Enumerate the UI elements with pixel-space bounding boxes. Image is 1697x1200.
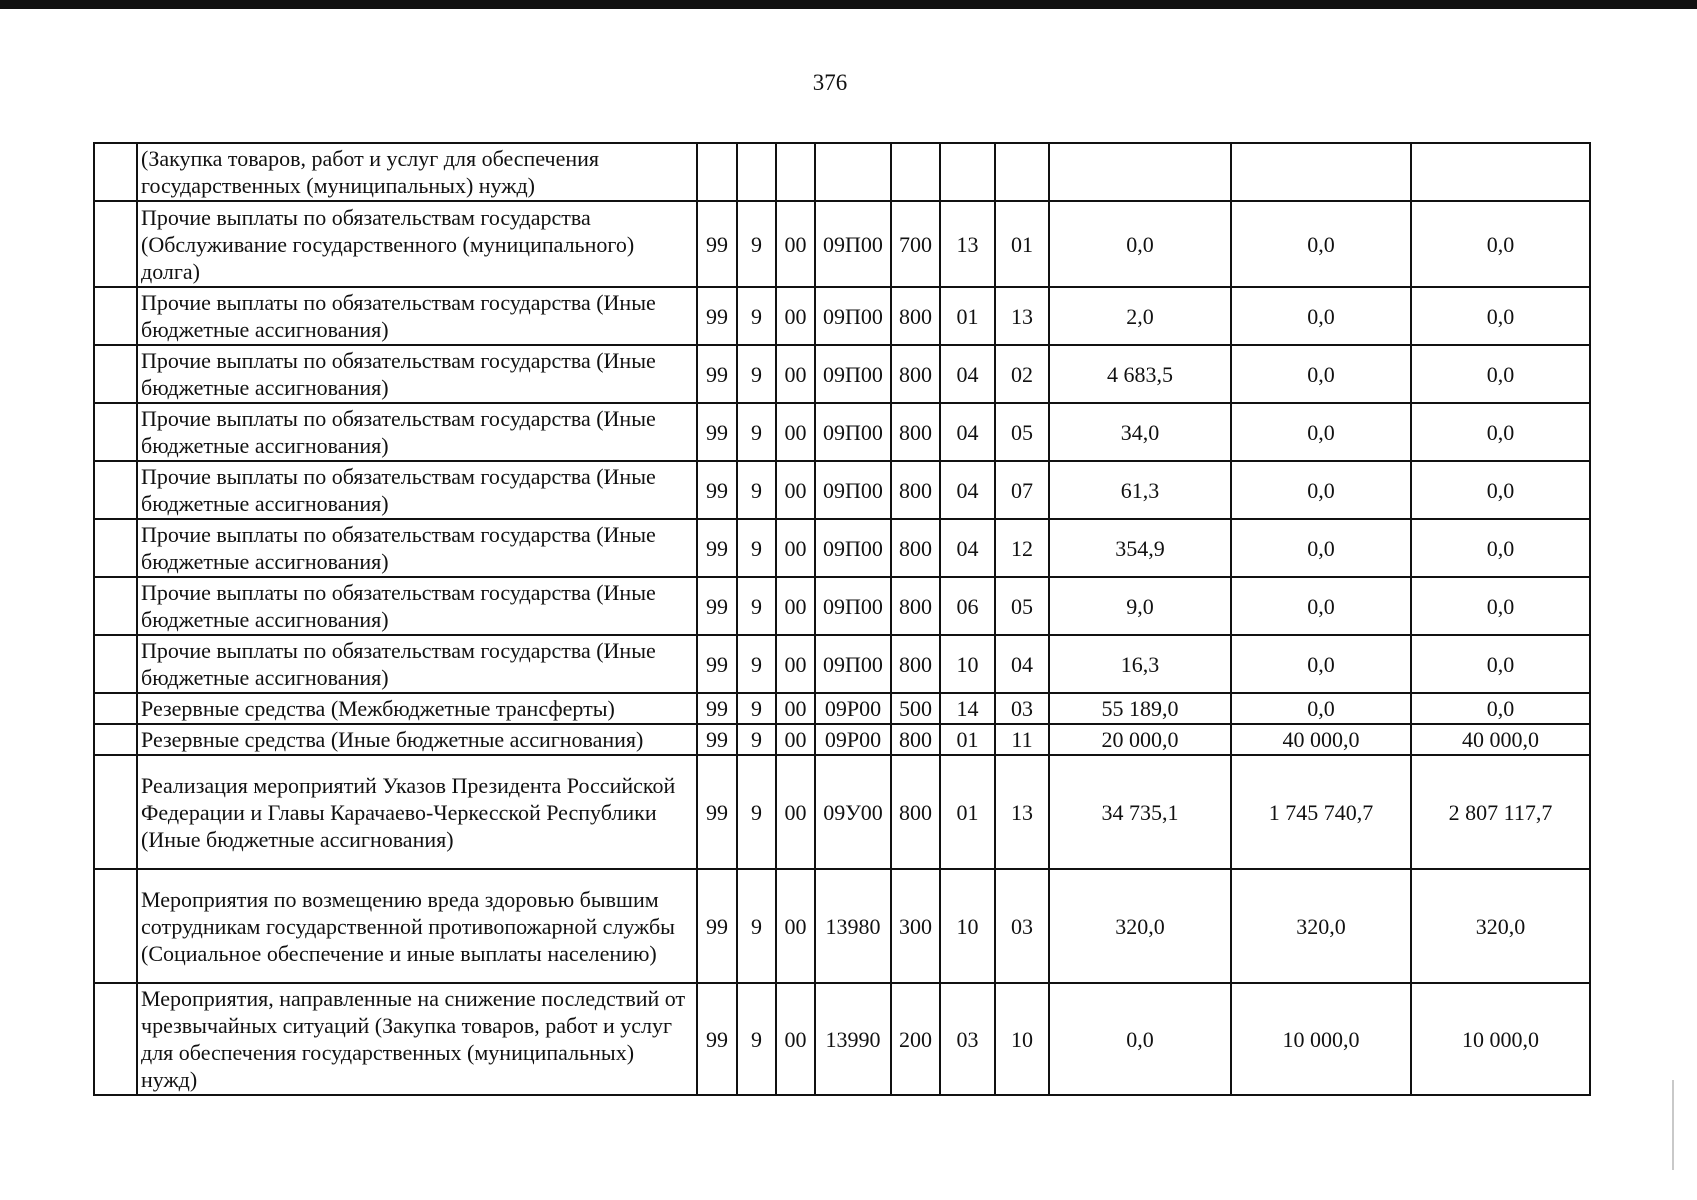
code-direction [815, 143, 891, 201]
row-index-cell [94, 201, 137, 287]
code-subsection: 11 [995, 724, 1049, 755]
amount-year-3 [1411, 143, 1590, 201]
code-subprogram: 9 [737, 693, 776, 724]
row-description: Прочие выплаты по обязательствам государства (Иные бюджетные ассигнования) [137, 519, 697, 577]
code-program: 99 [697, 635, 737, 693]
code-program: 99 [697, 287, 737, 345]
code-main-activity [776, 143, 815, 201]
row-index-cell [94, 869, 137, 983]
code-subprogram: 9 [737, 983, 776, 1095]
row-index-cell [94, 635, 137, 693]
amount-year-3: 320,0 [1411, 869, 1590, 983]
code-section: 01 [940, 724, 995, 755]
code-direction: 09Р00 [815, 693, 891, 724]
code-expense-type [891, 143, 940, 201]
code-subsection: 05 [995, 577, 1049, 635]
code-section: 06 [940, 577, 995, 635]
amount-year-1: 55 189,0 [1049, 693, 1231, 724]
code-section: 04 [940, 519, 995, 577]
code-expense-type: 800 [891, 755, 940, 869]
code-main-activity: 00 [776, 461, 815, 519]
code-program: 99 [697, 755, 737, 869]
amount-year-2: 0,0 [1231, 635, 1411, 693]
amount-year-2: 0,0 [1231, 693, 1411, 724]
code-section: 01 [940, 287, 995, 345]
row-index-cell [94, 724, 137, 755]
row-index-cell [94, 461, 137, 519]
code-subsection: 01 [995, 201, 1049, 287]
amount-year-2: 0,0 [1231, 577, 1411, 635]
amount-year-1: 34,0 [1049, 403, 1231, 461]
code-expense-type: 800 [891, 461, 940, 519]
amount-year-3: 2 807 117,7 [1411, 755, 1590, 869]
amount-year-2: 0,0 [1231, 287, 1411, 345]
row-description: Прочие выплаты по обязательствам государства (Иные бюджетные ассигнования) [137, 287, 697, 345]
amount-year-1: 20 000,0 [1049, 724, 1231, 755]
code-subprogram: 9 [737, 724, 776, 755]
code-direction: 13980 [815, 869, 891, 983]
amount-year-1: 9,0 [1049, 577, 1231, 635]
amount-year-3: 0,0 [1411, 577, 1590, 635]
amount-year-3: 0,0 [1411, 519, 1590, 577]
amount-year-3: 0,0 [1411, 403, 1590, 461]
code-program: 99 [697, 201, 737, 287]
row-description: Резервные средства (Иные бюджетные ассигнования) [137, 724, 697, 755]
code-subsection: 13 [995, 755, 1049, 869]
code-main-activity: 00 [776, 755, 815, 869]
code-program: 99 [697, 461, 737, 519]
row-description: Прочие выплаты по обязательствам государства (Иные бюджетные ассигнования) [137, 461, 697, 519]
amount-year-2: 0,0 [1231, 403, 1411, 461]
code-subsection: 02 [995, 345, 1049, 403]
amount-year-2: 320,0 [1231, 869, 1411, 983]
code-main-activity: 00 [776, 345, 815, 403]
code-program: 99 [697, 869, 737, 983]
row-index-cell [94, 287, 137, 345]
row-description: Прочие выплаты по обязательствам государства (Иные бюджетные ассигнования) [137, 345, 697, 403]
amount-year-3: 0,0 [1411, 287, 1590, 345]
code-program: 99 [697, 519, 737, 577]
amount-year-2: 0,0 [1231, 345, 1411, 403]
code-section: 10 [940, 869, 995, 983]
amount-year-3: 40 000,0 [1411, 724, 1590, 755]
amount-year-3: 0,0 [1411, 461, 1590, 519]
table-row [94, 724, 1590, 755]
code-expense-type: 800 [891, 345, 940, 403]
code-subprogram [737, 143, 776, 201]
code-direction: 09П00 [815, 201, 891, 287]
amount-year-1: 16,3 [1049, 635, 1231, 693]
code-expense-type: 800 [891, 635, 940, 693]
code-expense-type: 800 [891, 287, 940, 345]
amount-year-2: 10 000,0 [1231, 983, 1411, 1095]
amount-year-3: 0,0 [1411, 201, 1590, 287]
code-subsection: 04 [995, 635, 1049, 693]
code-subprogram: 9 [737, 345, 776, 403]
code-main-activity: 00 [776, 724, 815, 755]
code-section: 04 [940, 403, 995, 461]
amount-year-1: 2,0 [1049, 287, 1231, 345]
code-direction: 09П00 [815, 635, 891, 693]
table-row [94, 577, 1590, 635]
code-direction: 09П00 [815, 519, 891, 577]
budget-table [93, 142, 1591, 1096]
code-expense-type: 200 [891, 983, 940, 1095]
row-index-cell [94, 755, 137, 869]
code-direction: 09У00 [815, 755, 891, 869]
code-subprogram: 9 [737, 577, 776, 635]
code-subsection: 03 [995, 693, 1049, 724]
row-description: Прочие выплаты по обязательствам государства (Обслуживание государственного (муниципального) долга) [137, 201, 697, 287]
table-row [94, 461, 1590, 519]
code-expense-type: 800 [891, 577, 940, 635]
amount-year-1: 320,0 [1049, 869, 1231, 983]
amount-year-2: 0,0 [1231, 519, 1411, 577]
code-subprogram: 9 [737, 635, 776, 693]
code-subprogram: 9 [737, 287, 776, 345]
code-main-activity: 00 [776, 577, 815, 635]
code-program: 99 [697, 345, 737, 403]
amount-year-2: 40 000,0 [1231, 724, 1411, 755]
code-direction: 09П00 [815, 287, 891, 345]
code-program: 99 [697, 577, 737, 635]
table-row [94, 201, 1590, 287]
amount-year-1: 354,9 [1049, 519, 1231, 577]
code-direction: 09П00 [815, 345, 891, 403]
table-row [94, 345, 1590, 403]
code-expense-type: 800 [891, 403, 940, 461]
code-main-activity: 00 [776, 519, 815, 577]
code-subprogram: 9 [737, 461, 776, 519]
code-section: 04 [940, 461, 995, 519]
row-description: Мероприятия по возмещению вреда здоровью бывшим сотрудникам государственной противопожарной службы (Социальное обеспечение и иные выплаты населению) [137, 869, 697, 983]
code-section: 01 [940, 755, 995, 869]
code-main-activity: 00 [776, 201, 815, 287]
amount-year-1: 0,0 [1049, 983, 1231, 1095]
amount-year-3: 0,0 [1411, 345, 1590, 403]
amount-year-1 [1049, 143, 1231, 201]
code-subsection: 05 [995, 403, 1049, 461]
code-section: 03 [940, 983, 995, 1095]
row-description: (Закупка товаров, работ и услуг для обеспечения государственных (муниципальных) нужд) [137, 143, 697, 201]
code-program: 99 [697, 403, 737, 461]
code-main-activity: 00 [776, 983, 815, 1095]
code-subsection: 07 [995, 461, 1049, 519]
amount-year-2: 0,0 [1231, 461, 1411, 519]
row-index-cell [94, 983, 137, 1095]
page-number: 376 [812, 70, 848, 95]
code-expense-type: 500 [891, 693, 940, 724]
code-section: 13 [940, 201, 995, 287]
row-description: Прочие выплаты по обязательствам государства (Иные бюджетные ассигнования) [137, 403, 697, 461]
amount-year-2: 0,0 [1231, 201, 1411, 287]
amount-year-3: 0,0 [1411, 693, 1590, 724]
amount-year-2 [1231, 143, 1411, 201]
row-index-cell [94, 577, 137, 635]
code-main-activity: 00 [776, 287, 815, 345]
code-expense-type: 800 [891, 519, 940, 577]
amount-year-3: 10 000,0 [1411, 983, 1590, 1095]
row-index-cell [94, 143, 137, 201]
code-subsection: 12 [995, 519, 1049, 577]
code-subprogram: 9 [737, 519, 776, 577]
row-description: Реализация мероприятий Указов Президента Российской Федерации и Главы Карачаево-Черкесской Республики (Иные бюджетные ассигнования) [137, 755, 697, 869]
code-direction: 09Р00 [815, 724, 891, 755]
code-subsection: 10 [995, 983, 1049, 1095]
code-subsection: 03 [995, 869, 1049, 983]
code-expense-type: 800 [891, 724, 940, 755]
code-subprogram: 9 [737, 869, 776, 983]
code-subsection [995, 143, 1049, 201]
table-row [94, 983, 1590, 1095]
code-expense-type: 300 [891, 869, 940, 983]
code-section: 14 [940, 693, 995, 724]
table-row [94, 403, 1590, 461]
row-description: Резервные средства (Межбюджетные трансферты) [137, 693, 697, 724]
code-main-activity: 00 [776, 635, 815, 693]
row-index-cell [94, 345, 137, 403]
code-direction: 09П00 [815, 403, 891, 461]
row-index-cell [94, 519, 137, 577]
code-main-activity: 00 [776, 869, 815, 983]
row-description: Прочие выплаты по обязательствам государства (Иные бюджетные ассигнования) [137, 635, 697, 693]
amount-year-3: 0,0 [1411, 635, 1590, 693]
scan-top-edge [0, 0, 1697, 9]
row-index-cell [94, 693, 137, 724]
code-program: 99 [697, 724, 737, 755]
table-row [94, 519, 1590, 577]
amount-year-1: 34 735,1 [1049, 755, 1231, 869]
code-section: 04 [940, 345, 995, 403]
code-program: 99 [697, 983, 737, 1095]
amount-year-1: 0,0 [1049, 201, 1231, 287]
table-row [94, 693, 1590, 724]
code-direction: 09П00 [815, 461, 891, 519]
code-program: 99 [697, 693, 737, 724]
table-row [94, 143, 1590, 201]
code-program [697, 143, 737, 201]
table-row [94, 755, 1590, 869]
amount-year-1: 61,3 [1049, 461, 1231, 519]
code-subprogram: 9 [737, 755, 776, 869]
table-row [94, 287, 1590, 345]
table-row [94, 635, 1590, 693]
code-main-activity: 00 [776, 693, 815, 724]
row-description: Мероприятия, направленные на снижение последствий от чрезвычайных ситуаций (Закупка товаров, работ и услуг для обеспечения государственных (муниципальных) нужд) [137, 983, 697, 1095]
code-direction: 09П00 [815, 577, 891, 635]
amount-year-1: 4 683,5 [1049, 345, 1231, 403]
amount-year-2: 1 745 740,7 [1231, 755, 1411, 869]
code-subsection: 13 [995, 287, 1049, 345]
code-section [940, 143, 995, 201]
code-subprogram: 9 [737, 201, 776, 287]
code-subprogram: 9 [737, 403, 776, 461]
code-main-activity: 00 [776, 403, 815, 461]
code-direction: 13990 [815, 983, 891, 1095]
row-index-cell [94, 403, 137, 461]
code-expense-type: 700 [891, 201, 940, 287]
scan-artifact-line [1672, 1080, 1674, 1170]
table-row [94, 869, 1590, 983]
row-description: Прочие выплаты по обязательствам государства (Иные бюджетные ассигнования) [137, 577, 697, 635]
code-section: 10 [940, 635, 995, 693]
